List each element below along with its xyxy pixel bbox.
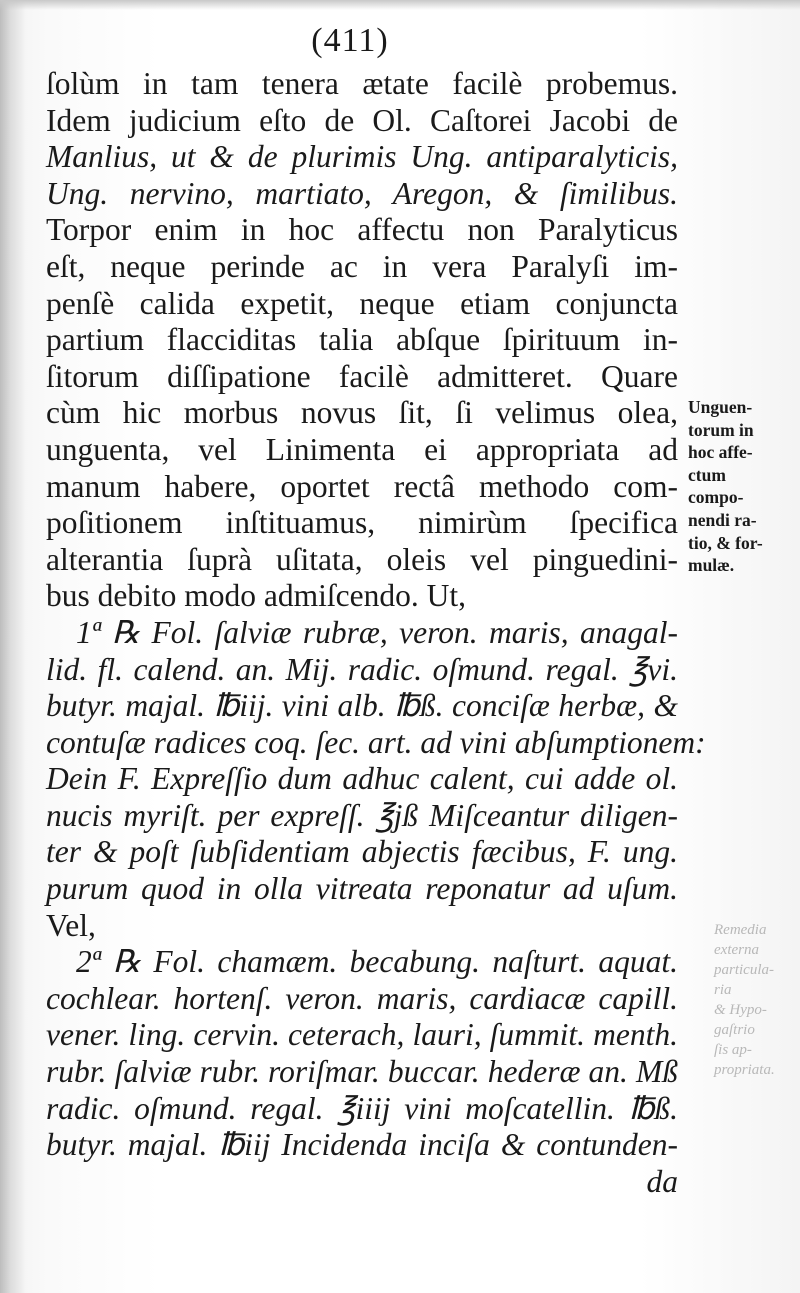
- marginal-note-line: ctum: [688, 464, 726, 485]
- text-line: butyr. majal. ℔iij Incidenda inciſa & contunden-: [46, 1127, 678, 1163]
- marginal-note-line: tio, & for-: [688, 532, 763, 553]
- marginal-note-line: nendi ra-: [688, 509, 757, 530]
- text-line: ſolùm in tam tenera ætate facilè probemus.: [46, 66, 678, 101]
- text-line: partium flacciditas talia abſque ſpirituum in-: [46, 322, 678, 358]
- text-line: poſitionem inſtituamus, nimirùm ſpecifica: [46, 505, 678, 541]
- marginal-note-line: torum in: [688, 419, 754, 440]
- marginal-note: [688, 396, 798, 577]
- show-through-line: ria: [714, 982, 732, 998]
- text-line: da: [646, 1163, 678, 1199]
- page-gutter-shadow: [0, 0, 26, 1293]
- page-number: (411): [311, 22, 389, 59]
- show-through-line: propriata.: [714, 1062, 775, 1078]
- text-line: purum quod in olla vitreata reponatur ad uſum.: [46, 871, 678, 907]
- text-line: lid. fl. calend. an. Mij. radic. oſmund. regal. ℥vi.: [46, 651, 678, 687]
- text-line: manum habere, oportet rectâ methodo com-: [46, 468, 678, 504]
- text-line: radic. oſmund. regal. ℥iiij vini moſcatellin. ℔ß.: [46, 1090, 678, 1126]
- text-line: cùm hic morbus novus ſit, ſi velimus olea,: [46, 395, 678, 431]
- text-line: Idem judicium eſto de Ol. Caſtorei Jacobi de: [46, 102, 678, 138]
- marginal-note-line: hoc affe-: [688, 442, 753, 463]
- text-line: ſitorum diſſipatione facilè admitteret. Quare: [46, 358, 678, 394]
- show-through-line: externa: [714, 942, 759, 958]
- text-line: Vel,: [46, 907, 96, 943]
- marginal-note-line: mulæ.: [688, 555, 735, 576]
- text-line: contuſæ radices coq. ſec. art. ad vini abſumptionem:: [46, 724, 706, 760]
- text-line: butyr. majal. ℔iij. vini alb. ℔ß. conciſæ herbæ, &: [46, 688, 678, 724]
- text-line: nucis myriſt. per expreſſ. ℥jß Miſceantur diligen-: [46, 797, 678, 833]
- show-through-line: & Hypo-: [714, 1002, 767, 1018]
- show-through-line: gaſtrio: [714, 1022, 755, 1038]
- text-line: ter & poſt ſubſidentiam abjectis fæcibus, F. ung.: [46, 834, 678, 870]
- text-line: Dein F. Expreſſio dum adhuc calent, cui adde ol.: [46, 761, 678, 797]
- text-line: alterantia ſuprà uſitata, oleis vel pinguedini-: [46, 541, 678, 577]
- show-through-line: particula-: [714, 962, 774, 978]
- marginal-note-line: Unguen-: [688, 397, 753, 417]
- text-line: bus debito modo admiſcendo. Ut,: [46, 578, 466, 614]
- show-through-line: Remedia: [714, 922, 767, 938]
- show-through-line: ſis ap-: [714, 1042, 752, 1058]
- text-line: Torpor enim in hoc affectu non Paralyticus: [46, 212, 678, 248]
- text-line: eſt, neque perinde ac in vera Paralyſi im-: [46, 248, 678, 284]
- text-line: Manlius, ut & de plurimis Ung. antiparalyticis,: [46, 139, 678, 175]
- text-line: 1ª ℞ Fol. ſalviæ rubræ, veron. maris, anagal-: [76, 614, 678, 650]
- page-top-shadow: [0, 0, 800, 10]
- show-through-text: [708, 900, 800, 1140]
- text-line: Ung. nervino, martiato, Aregon, & ſimilibus.: [46, 175, 678, 211]
- text-line: unguenta, vel Linimenta ei appropriata ad: [46, 431, 678, 467]
- text-line: vener. ling. cervin. ceterach, lauri, ſummit. menth.: [46, 1017, 678, 1053]
- text-line: cochlear. hortenſ. veron. maris, cardiacæ capill.: [46, 980, 678, 1016]
- text-line: penſè calida expetit, neque etiam conjuncta: [46, 285, 678, 321]
- text-line: 2ª ℞ Fol. chamæm. becabung. naſturt. aquat.: [76, 944, 678, 980]
- marginal-note-line: compo-: [688, 487, 744, 508]
- main-text-block: [46, 66, 706, 1200]
- text-line: rubr. ſalviæ rubr. roriſmar. buccar. hederæ an. Mß: [46, 1054, 678, 1090]
